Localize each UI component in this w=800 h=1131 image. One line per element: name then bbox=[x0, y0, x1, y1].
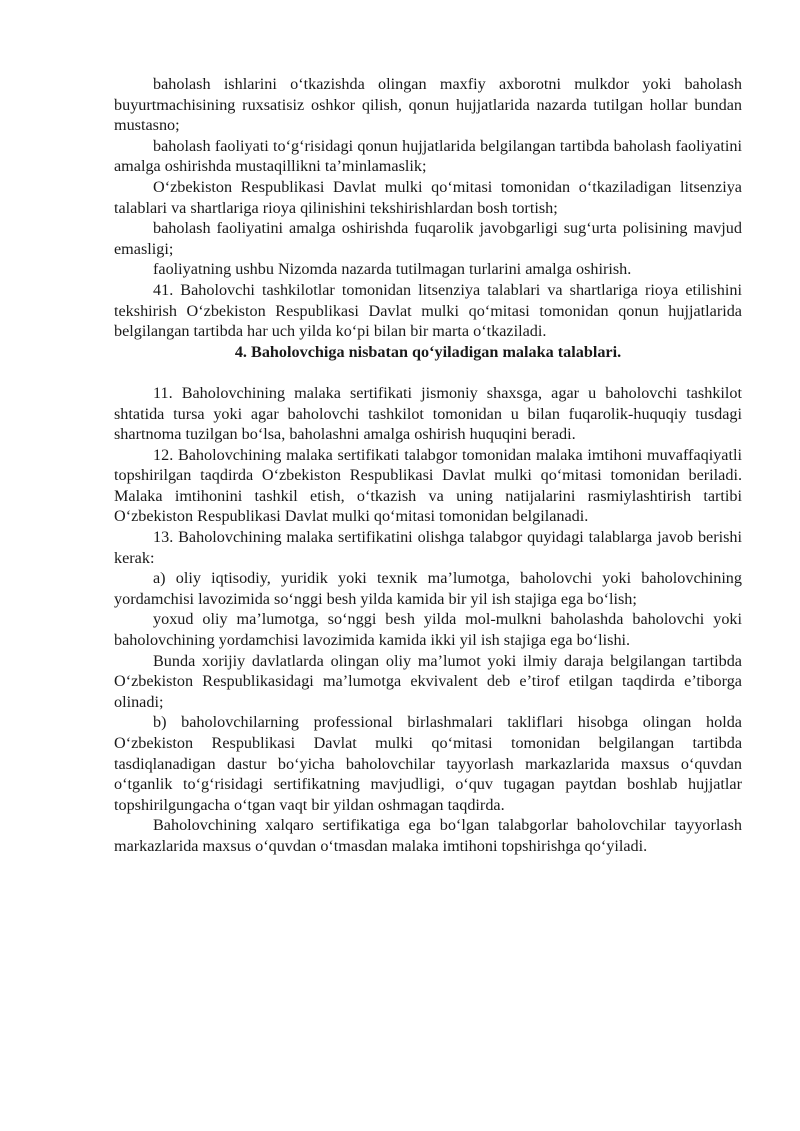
paragraph: 12. Baholovchining malaka sertifikati talabgor tomonidan malaka imtihoni muvaffaqiyatli topshirilgan taqdirda O‘zbekiston Respublikasi Davlat mulki qo‘mitasi tomonidan beriladi. Malaka imtihonini tashkil etish, o‘tkazish va uning natijalarini rasmiylashtirish tartibi O‘zbekiston Respublikasi Davlat mulki qo‘mitasi tomonidan belgilanadi. bbox=[114, 445, 742, 526]
paragraph: Bunda xorijiy davlatlarda olingan oliy ma’lumot yoki ilmiy daraja belgilangan tartibda O‘zbekiston Respublikasidagi ma’lumotga ekvivalent deb e’tirof etilgan taqdirda e’tiborga olinadi; bbox=[114, 651, 742, 711]
document-page bbox=[114, 74, 742, 857]
paragraph: faoliyatning ushbu Nizomda nazarda tutilmagan turlarini amalga oshirish. bbox=[153, 260, 632, 279]
paragraph: yoxud oliy ma’lumotga, so‘nggi besh yilda mol-mulkni baholashda baholovchi yoki baholovchining yordamchisi lavozimida kamida ikki yil ish stajiga ega bo‘lishi. bbox=[114, 610, 742, 650]
paragraph: 41. Baholovchi tashkilotlar tomonidan litsenziya talablari va shartlariga rioya etilishini tekshirish O‘zbekiston Respublikasi Davlat mulki qo‘mitasi tomonidan qonun hujjatlarida belgilangan tartibda har uch yilda ko‘pi bilan bir marta o‘tkaziladi. bbox=[114, 280, 742, 341]
paragraph: a) oliy iqtisodiy, yuridik yoki texnik ma’lumotga, baholovchi yoki baholovchining yordamchisi lavozimida so‘nggi besh yilda kamida bir yil ish stajiga ega bo‘lish; bbox=[114, 569, 742, 608]
paragraph: baholash faoliyatini amalga oshirishda fuqarolik javobgarligi sug‘urta polisining mavjud emasligi; bbox=[114, 219, 742, 258]
paragraph: 11. Baholovchining malaka sertifikati jismoniy shaxsga, agar u baholovchi tashkilot shtatida tursa yoki agar baholovchi tashkilot tomonidan u bilan fuqarolik-huquqiy tusdagi shartnoma tuzilgan bo‘lsa, baholashni amalga oshirish huquqini beradi. bbox=[114, 383, 742, 444]
paragraph: b) baholovchilarning professional birlashmalari takliflari hisobga olingan holda O‘zbekiston Respublikasi Davlat mulki qo‘mitasi tomonidan belgilangan tartibda tasdiqlanadigan dastur bo‘yicha baholovchilar tayyorlash markazlarida maxsus o‘quvdan o‘tganlik to‘g‘risidagi sertifikatning mavjudligi, o‘quv tugagan paytdan boshlab hujjatlar topshirilgungacha o‘tgan vaqt bir yildan oshmagan taqdirda. bbox=[114, 713, 742, 814]
paragraph: baholash ishlarini o‘tkazishda olingan maxfiy axborotni mulkdor yoki baholash buyurtmachisining ruxsatisiz oshkor qilish, qonun hujjatlarida nazarda tutilgan hollar bundan mustasno; bbox=[114, 75, 742, 135]
paragraph: 13. Baholovchining malaka sertifikatini olishga talabgor quyidagi talablarga javob berishi kerak: bbox=[114, 528, 742, 567]
paragraph: baholash faoliyati to‘g‘risidagi qonun hujjatlarida belgilangan tartibda baholash faoliyatini amalga oshirishda mustaqillikni ta’minlamaslik; bbox=[114, 136, 742, 176]
paragraph: O‘zbekiston Respublikasi Davlat mulki qo‘mitasi tomonidan o‘tkaziladigan litsenziya talablari va shartlariga rioya qilinishini tekshirishlardan bosh tortish; bbox=[114, 177, 742, 217]
paragraph: Baholovchining xalqaro sertifikatiga ega bo‘lgan talabgorlar baholovchilar tayyorlash markazlarida maxsus o‘quvdan o‘tmasdan malaka imtihoni topshirishga qo‘yiladi. bbox=[114, 816, 742, 855]
section-heading: 4. Baholovchiga nisbatan qo‘yiladigan malaka talablari. bbox=[234, 342, 622, 361]
